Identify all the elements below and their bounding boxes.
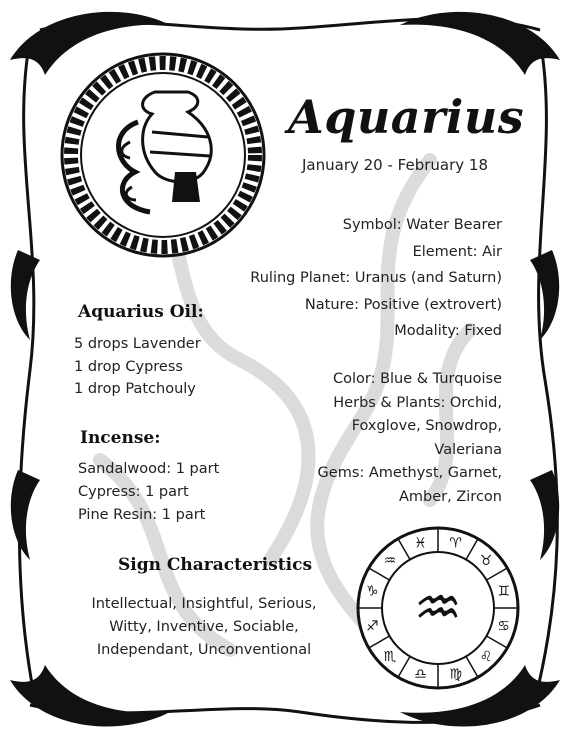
herbs-line: Foxglove, Snowdrop, <box>351 418 502 435</box>
modality-line: Modality: Fixed <box>394 323 502 339</box>
oil-heading: Aquarius Oil: <box>78 302 204 322</box>
sign-attributes <box>250 212 502 345</box>
symbol-line: Symbol: Water Bearer <box>342 217 502 233</box>
nature-line: Nature: Positive (extrovert) <box>304 296 502 313</box>
water-bearer-medallion <box>60 52 266 258</box>
zodiac-glyph: ♍ <box>449 666 462 683</box>
zodiac-glyph: ♐ <box>366 618 379 635</box>
zodiac-glyph: ♌ <box>479 649 493 666</box>
zodiac-glyph: ♋ <box>497 618 510 635</box>
incense-ingredient: Pine Resin: 1 part <box>78 507 206 523</box>
oil-ingredient: 1 drop Cypress <box>74 358 183 375</box>
herbs-line: Herbs & Plants: Orchid, <box>333 394 502 411</box>
zodiac-glyph: ♎ <box>414 666 427 683</box>
sign-characteristics <box>84 593 324 662</box>
oil-ingredient: 5 drops Lavender <box>74 336 201 352</box>
characteristics-line: Independant, Unconventional <box>96 642 312 658</box>
incense-recipe <box>78 458 219 527</box>
zodiac-glyph: ♈ <box>449 535 462 552</box>
date-range: January 20 - February 18 <box>302 156 488 174</box>
zodiac-glyph: ♑ <box>366 583 379 600</box>
gems-line: Amber, Zircon <box>399 488 502 505</box>
herbs-line: Valeriana <box>434 441 502 458</box>
zodiac-glyph: ♒ <box>383 552 397 569</box>
zodiac-glyph: ♊ <box>497 583 510 600</box>
aquarius-glyph: ♒ <box>413 576 463 639</box>
zodiac-wheel <box>356 526 520 690</box>
oil-ingredient: 1 drop Patchouly <box>74 381 196 397</box>
incense-ingredient: Cypress: 1 part <box>78 484 189 500</box>
sign-characteristics-heading: Sign Characteristics <box>118 555 313 575</box>
zodiac-glyph: ♓ <box>414 535 427 552</box>
page-title: Aquarius <box>288 90 525 144</box>
color-line: Color: Blue & Turquoise <box>332 371 502 387</box>
characteristics-line: Witty, Inventive, Sociable, <box>109 619 299 635</box>
characteristics-line: Intellectual, Insightful, Serious, <box>91 596 317 612</box>
zodiac-glyph: ♏ <box>383 649 397 666</box>
gems-line: Gems: Amethyst, Garnet, <box>317 465 502 482</box>
zodiac-glyph: ♉ <box>479 552 493 569</box>
oil-recipe <box>74 333 201 401</box>
element-line: Element: Air <box>412 243 502 260</box>
ruling-planet-line: Ruling Planet: Uranus (and Saturn) <box>250 270 502 286</box>
incense-heading: Incense: <box>80 428 161 448</box>
correspondences <box>318 368 502 510</box>
incense-ingredient: Sandalwood: 1 part <box>78 461 220 477</box>
